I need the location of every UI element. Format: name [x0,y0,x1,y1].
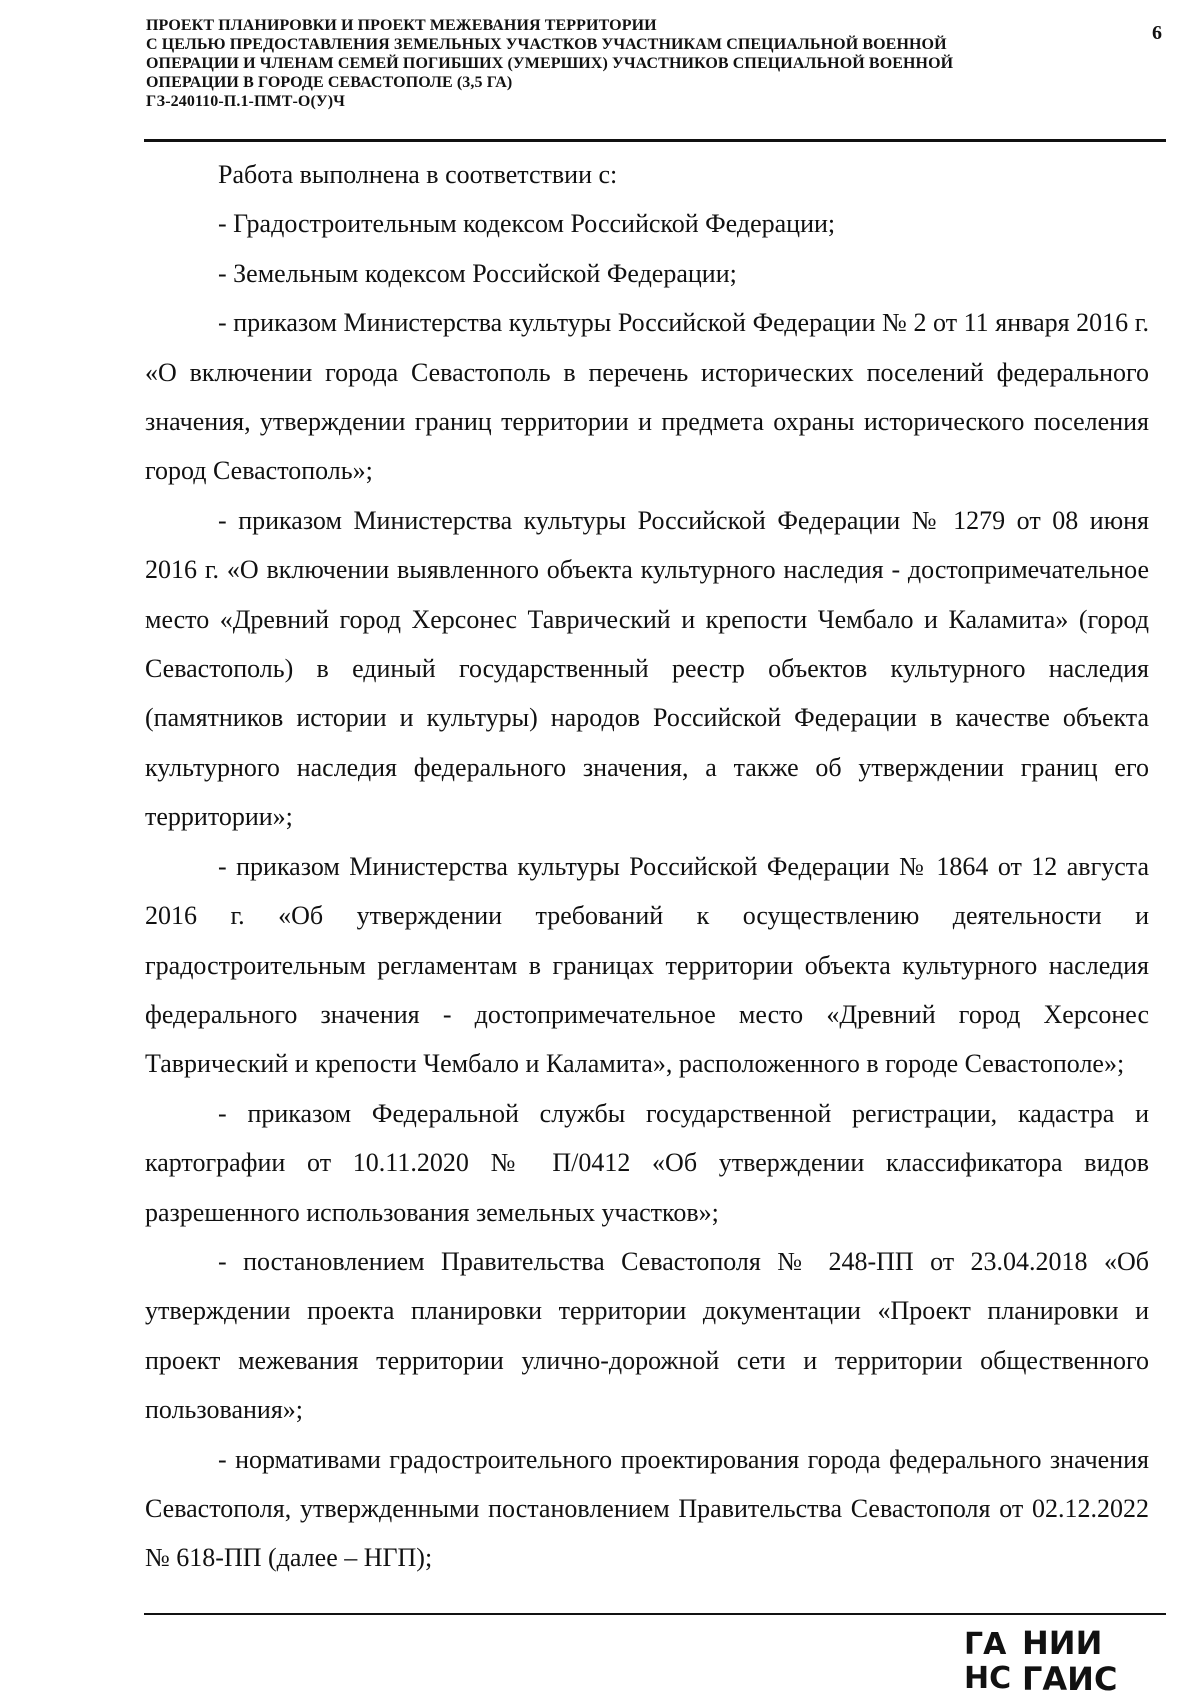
header-title-line-1: ПРОЕКТ ПЛАНИРОВКИ И ПРОЕКТ МЕЖЕВАНИЯ ТЕРРИТОРИИ [146,17,657,34]
paragraph-list-item: - приказом Министерства культуры Российской Федерации № 1279 от 08 июня 2016 г. «О включении выявленного объекта культурного наследия - достопримечательное место «Древний город Херсонес Таврический и крепости Чембало и Каламита» (город Севастополь) в единый государственный реестр объектов культурного наследия (памятников истории и культуры) народов Российской Федерации в качестве объекта культурного наследия федерального значения, а также об утверждении границ его территории»; [145,505,1149,832]
svg-text:НИИ: НИИ [1022,1624,1103,1662]
gaiis-logo-icon [964,1622,1134,1696]
svg-text:ГА: ГА [964,1627,1007,1662]
page-number: 6 [1152,22,1162,44]
paragraph-list-item: - приказом Федеральной службы государственной регистрации, кадастра и картографии от 10.11.2020 № П/0412 «Об утверждении классификатора видов разрешенного использования земельных участков»; [145,1098,1149,1227]
document-header [146,16,1126,111]
document-code: ГЗ-240110-П.1-ПМТ-О(У)Ч [146,93,346,110]
paragraph-intro: Работа выполнена в соответствии с: [218,160,618,189]
paragraph-list-item: - приказом Министерства культуры Российской Федерации № 1864 от 12 августа 2016 г. «Об утверждении требований к осуществлению деятельности и градостроительным регламентам в границах территории объекта культурного наследия федерального значения - достопримечательное место «Древний город Херсонес Таврический и крепости Чембало и Каламита», расположенного в городе Севастополе»; [145,851,1149,1079]
header-title-line-3: ОПЕРАЦИИ И ЧЛЕНАМ СЕМЕЙ ПОГИБШИХ (УМЕРШИХ) УЧАСТНИКОВ СПЕЦИАЛЬНОЙ ВОЕННОЙ [146,55,954,72]
svg-text:ГАИС: ГАИС [1022,1660,1118,1696]
footer-divider [144,1613,1166,1615]
header-divider [144,139,1166,142]
header-title-line-2: С ЦЕЛЬЮ ПРЕДОСТАВЛЕНИЯ ЗЕМЕЛЬНЫХ УЧАСТКОВ УЧАСТНИКАМ СПЕЦИАЛЬНОЙ ВОЕННОЙ [146,36,947,53]
header-title-line-4: ОПЕРАЦИИ В ГОРОДЕ СЕВАСТОПОЛЕ (3,5 ГА) [146,74,513,91]
paragraph-list-item: - нормативами градостроительного проектирования города федерального значения Севастополя, утвержденными постановлением Правительства Севастополя от 02.12.2022 № 618-ПП (далее – НГП); [145,1444,1149,1573]
paragraph-list-item: - приказом Министерства культуры Российской Федерации № 2 от 11 января 2016 г. «О включении города Севастополь в перечень исторических поселений федерального значения, утверждении границ территории и предмета охраны исторического поселения город Севастополь»; [145,308,1149,486]
document-body [145,150,1149,1583]
paragraph-list-item: - Градостроительным кодексом Российской Федерации; [218,209,836,239]
svg-text:НС: НС [964,1661,1012,1696]
paragraph-list-item: - Земельным кодексом Российской Федерации; [218,258,737,288]
paragraph-list-item: - постановлением Правительства Севастополя № 248-ПП от 23.04.2018 «Об утверждении проекта планировки территории документации «Проект планировки и проект межевания территории улично-дорожной сети и территории общественного пользования»; [145,1246,1149,1425]
